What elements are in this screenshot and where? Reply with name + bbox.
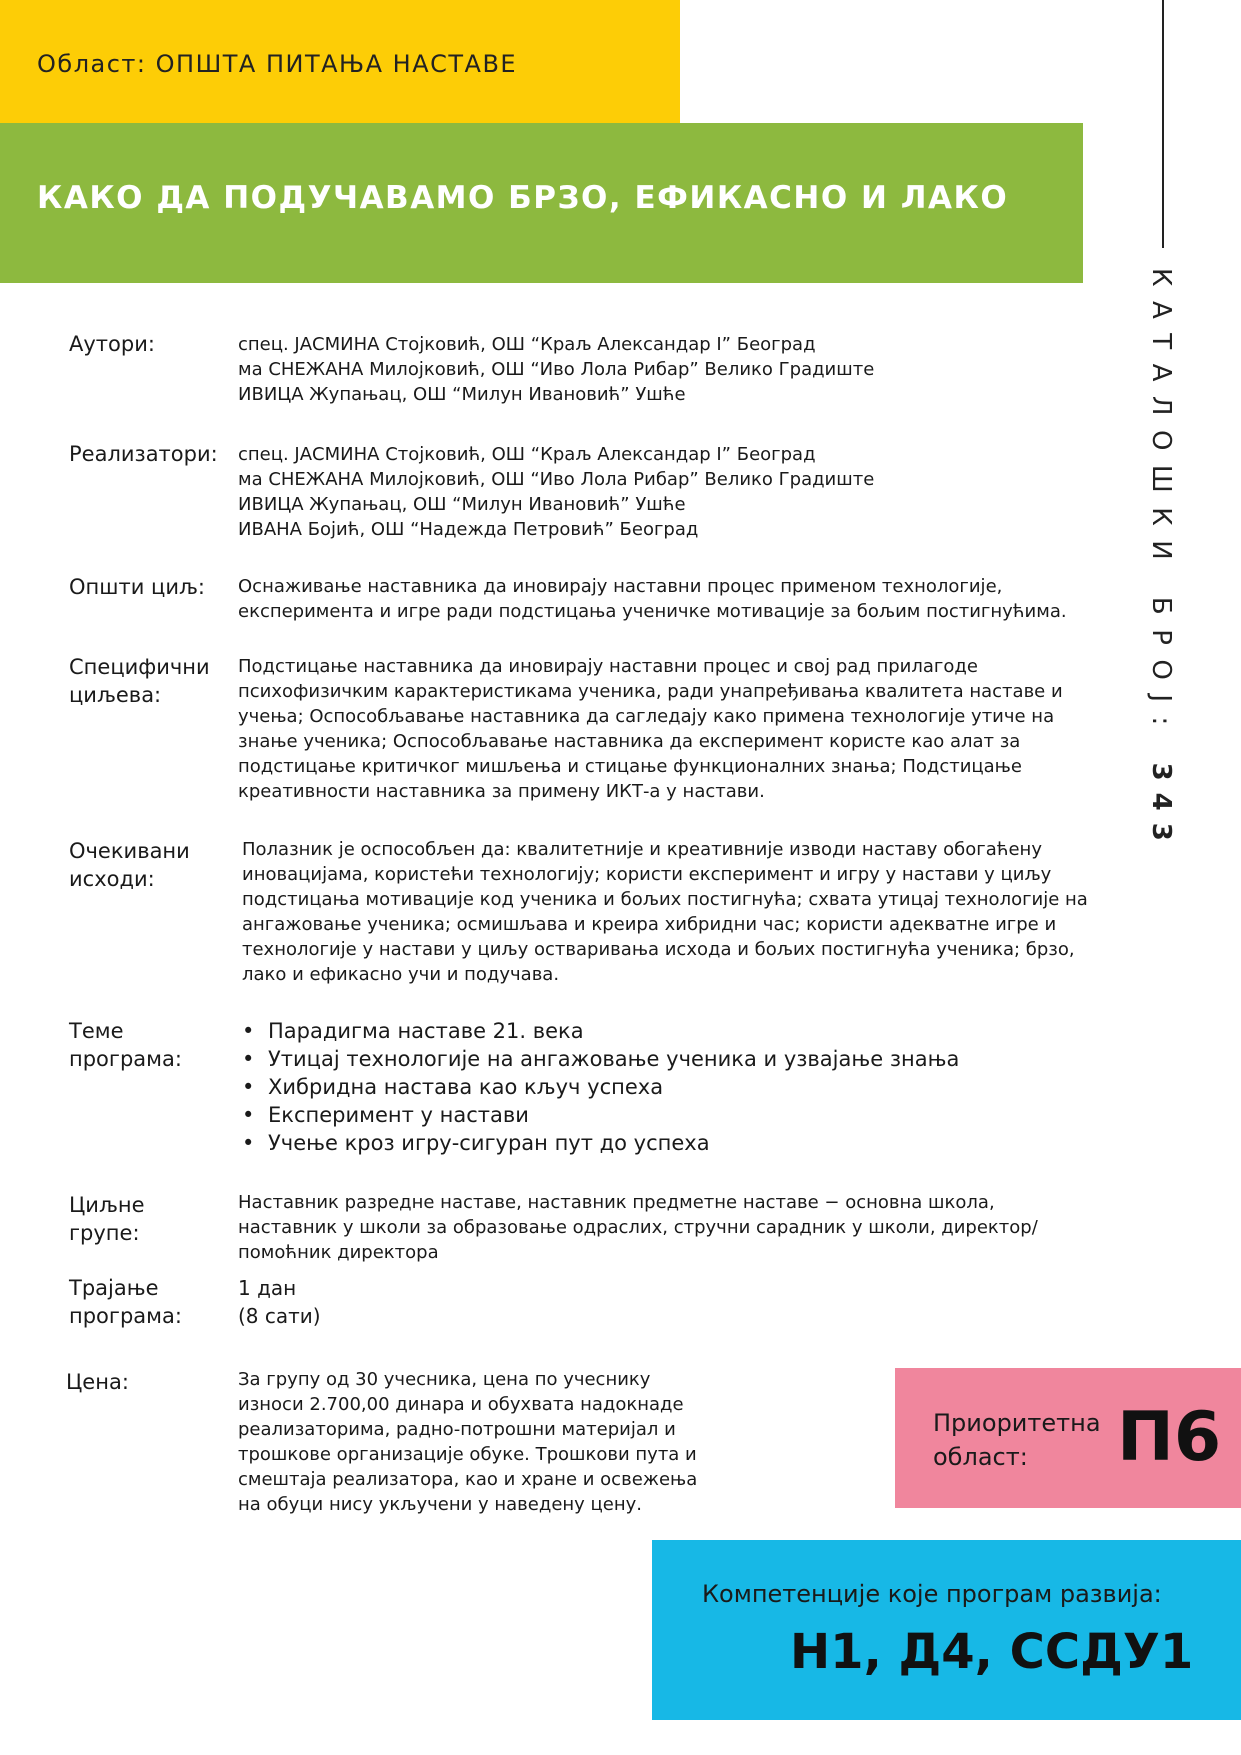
topics-list (238, 1017, 959, 1157)
priority-label (933, 1406, 1101, 1474)
program-title: КАКО ДА ПОДУЧАВАМО БРЗО, ЕФИКАСНО И ЛАКО (37, 180, 1009, 216)
target-groups-label-line: групе: (69, 1221, 140, 1245)
specific-goals-label-line: Специфични (69, 655, 210, 679)
specific-goals-value (238, 654, 1088, 804)
catalog-label-text: КАТАЛОШКИ БРОЈ: (1146, 268, 1176, 740)
general-goal-value (238, 574, 1088, 624)
competencies-label: Компетенције које програм развија: (702, 1580, 1162, 1608)
topic-item: • Учење кроз игру-сигуран пут до успеха (238, 1129, 959, 1157)
implementer-line: ма СНЕЖАНА Милојковић, ОШ “Иво Лола Рибар” Велико Градиште (238, 469, 875, 490)
target-groups-label (69, 1191, 219, 1247)
duration-label (69, 1274, 219, 1330)
implementers-label: Реализатори: (69, 442, 218, 466)
catalog-number-label (1139, 268, 1183, 853)
general-goal-label: Општи циљ: (69, 575, 205, 599)
outcomes-label (69, 837, 219, 893)
topic-item: • Парадигма наставе 21. века (238, 1017, 959, 1045)
topics-label-line: Теме (69, 1019, 124, 1043)
target-groups-text: Наставник разредне наставе, наставник предметне наставе − основна школа, наставник у школи за образовање одраслих, стручни сарадник у школи, директор/помоћник директора (238, 1192, 1038, 1263)
priority-label-line: област: (933, 1443, 1028, 1471)
competencies-value: Н1, Д4, ССДУ1 (790, 1624, 1194, 1680)
area-label: Област: ОПШТА ПИТАЊА НАСТАВЕ (37, 50, 518, 78)
price-value (238, 1367, 718, 1517)
outcomes-label-line: Очекивани (69, 839, 190, 863)
duration-label-line: Трајање (69, 1276, 159, 1300)
implementer-line: спец. ЈАСМИНА Стојковић, ОШ “Краљ Александар I” Београд (238, 444, 816, 465)
price-text: За групу од 30 учесника, цена по учеснику износи 2.700,00 динара и обухвата надокнаде реализаторима, радно-потрошни материјал и трошкове организације обуке. Трошкови пута и смештаја реализатора, као и хране и освежења на обуци нису укључени у наведену цену. (238, 1369, 698, 1515)
duration-label-line: програма: (69, 1304, 182, 1328)
author-line: ма СНЕЖАНА Милојковић, ОШ “Иво Лола Рибар” Велико Градиште (238, 359, 875, 380)
author-line: спец. ЈАСМИНА Стојковић, ОШ “Краљ Александар I” Београд (238, 334, 816, 355)
author-line: ИВИЦА Жупањац, ОШ “Милун Ивановић” Ушће (238, 384, 686, 405)
outcomes-label-line: исходи: (69, 867, 155, 891)
general-goal-text: Оснаживање наставника да иновирају наставни процес применом технологије, експеримента и игре ради подстицања ученичке мотивације за бољим постигнућима. (238, 576, 1067, 622)
specific-goals-label (69, 653, 219, 709)
implementer-line: ИВИЦА Жупањац, ОШ “Милун Ивановић” Ушће (238, 494, 686, 515)
implementer-line: ИВАНА Бојић, ОШ “Надежда Петровић” Београд (238, 519, 699, 540)
priority-label-line: Приоритетна (933, 1409, 1101, 1437)
vertical-divider (1162, 0, 1164, 248)
outcomes-value (242, 837, 1092, 987)
specific-goals-text: Подстицање наставника да иновирају наставни процес и свој рад прилагоде психофизичким карактеристикама ученика, ради унапређивања квалитета наставе и учења; Оспособљавање наставника да сагледају како примена технологије утиче на знање ученика; Оспособљавање наставника да експеримент користе као алат за подстицање критичког мишљења и стицање функционалних знања; Подстицање креативности наставника за примену ИКТ-а у настави. (238, 656, 1063, 802)
topic-item: • Експеримент у настави (238, 1101, 959, 1129)
duration-value (238, 1274, 321, 1330)
implementers-list (238, 442, 874, 542)
topics-label (69, 1017, 219, 1073)
priority-box (895, 1368, 1241, 1508)
target-groups-value (238, 1190, 1088, 1265)
catalog-number: 343 (1146, 762, 1176, 853)
target-groups-label-line: Циљне (69, 1193, 145, 1217)
duration-days: 1 дан (238, 1276, 297, 1300)
topics-label-line: програма: (69, 1047, 182, 1071)
authors-label: Аутори: (69, 332, 155, 356)
outcomes-text: Полазник је оспособљен да: квалитетније и креативније изводи наставу обогаћену иновацијама, користећи технологију; користи експеримент и игру у настави у циљу подстицања мотивације код ученика и бољих постигнућа; схвата утицај технологије на ангажовање ученика; осмишљава и креира хибридни час; користи адекватне игре и технологије у настави у циљу остваривања исхода и бољих постигнућа ученика; брзо, лако и ефикасно учи и подучава. (242, 839, 1088, 985)
topic-item: • Хибридна настава као кључ успеха (238, 1073, 959, 1101)
price-label: Цена: (66, 1370, 129, 1394)
duration-hours: (8 сати) (238, 1304, 321, 1328)
priority-value: П6 (1117, 1398, 1222, 1477)
authors-list (238, 332, 874, 407)
competencies-box (652, 1540, 1241, 1720)
topic-item: • Утицај технологије на ангажовање ученика и узвајање знања (238, 1045, 959, 1073)
specific-goals-label-line: циљева: (69, 683, 162, 707)
